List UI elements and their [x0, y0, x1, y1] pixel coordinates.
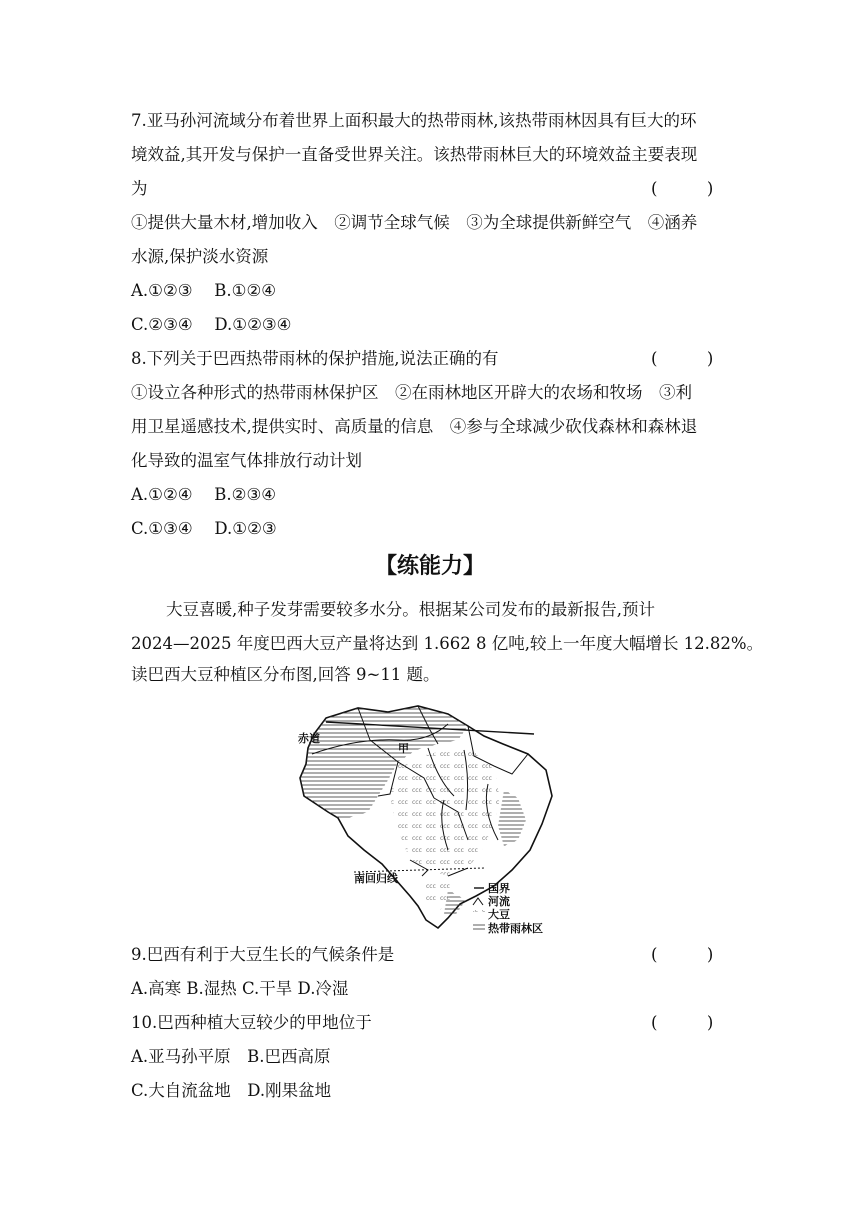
q8-items-line-2: 用卫星遥感技术,提供实时、高质量的信息 ④参与全球减少砍伐森林和森林退 — [131, 417, 698, 436]
equator-label: 赤道 — [298, 732, 320, 745]
legend-border: 国界 — [488, 882, 510, 895]
intro-line-1: 大豆喜暖,种子发芽需要较多水分。根据某公司发布的最新报告,预计 — [166, 600, 655, 619]
tropic-label: 南回归线 — [354, 872, 398, 885]
q8-options-line-2: C.①③④ D.①②③ — [131, 519, 277, 538]
q8-items-line-3: 化导致的温室气体排放行动计划 — [131, 451, 362, 470]
q9-stem: 9.巴西有利于大豆生长的气候条件是 — [131, 945, 395, 964]
q9-answer-bracket: ( ) — [651, 945, 714, 964]
q7-stem-line-2: 境效益,其开发与保护一直备受世界关注。该热带雨林巨大的环境效益主要表现 — [131, 145, 698, 164]
q10-options-line-2: C.大自流盆地 D.刚果盆地 — [131, 1081, 332, 1100]
legend-river-symbol — [473, 898, 483, 905]
q8-answer-bracket: ( ) — [651, 349, 714, 368]
q8-items-line-1: ①设立各种形式的热带雨林保护区 ②在雨林地区开辟大的农场和牧场 ③利 — [131, 383, 692, 402]
intro-line-2: 2024—2025 年度巴西大豆产量将达到 1.662 8 亿吨,较上一年度大幅增长 12.82%。 — [131, 634, 764, 653]
intro-line-3: 读巴西大豆种植区分布图,回答 9~11 题。 — [131, 665, 440, 684]
q9-options: A.高寒 B.湿热 C.干旱 D.冷湿 — [131, 979, 349, 998]
jia-label: 甲 — [398, 742, 409, 755]
q10-answer-bracket: ( ) — [651, 1013, 714, 1032]
section-title: 【练能力】 — [374, 554, 485, 579]
q7-options-line-2: C.②③④ D.①②③④ — [131, 315, 292, 334]
legend-soy: 大豆 — [488, 908, 510, 921]
brazil-soybean-map — [298, 700, 560, 938]
legend-rainforest: 热带雨林区 — [488, 922, 543, 935]
q10-stem: 10.巴西种植大豆较少的甲地位于 — [131, 1013, 372, 1032]
q7-stem-line-1: 7.亚马孙河流域分布着世界上面积最大的热带雨林,该热带雨林因具有巨大的环 — [131, 111, 697, 130]
q7-items-line-1: ①提供大量木材,增加收入 ②调节全球气候 ③为全球提供新鲜空气 ④涵养 — [131, 213, 698, 232]
q8-stem: 8.下列关于巴西热带雨林的保护措施,说法正确的有 — [131, 349, 499, 368]
q7-items-line-2: 水源,保护淡水资源 — [131, 247, 269, 266]
q7-stem-line-3: 为 — [131, 179, 148, 198]
q10-options-line-1: A.亚马孙平原 B.巴西高原 — [131, 1047, 331, 1066]
legend-soy-symbol — [473, 910, 485, 918]
q8-options-line-1: A.①②④ B.②③④ — [131, 485, 277, 504]
legend-river: 河流 — [488, 895, 510, 908]
q7-options-line-1: A.①②③ B.①②④ — [131, 281, 277, 300]
legend-rainforest-symbol — [473, 924, 485, 932]
q7-answer-bracket: ( ) — [651, 179, 714, 198]
